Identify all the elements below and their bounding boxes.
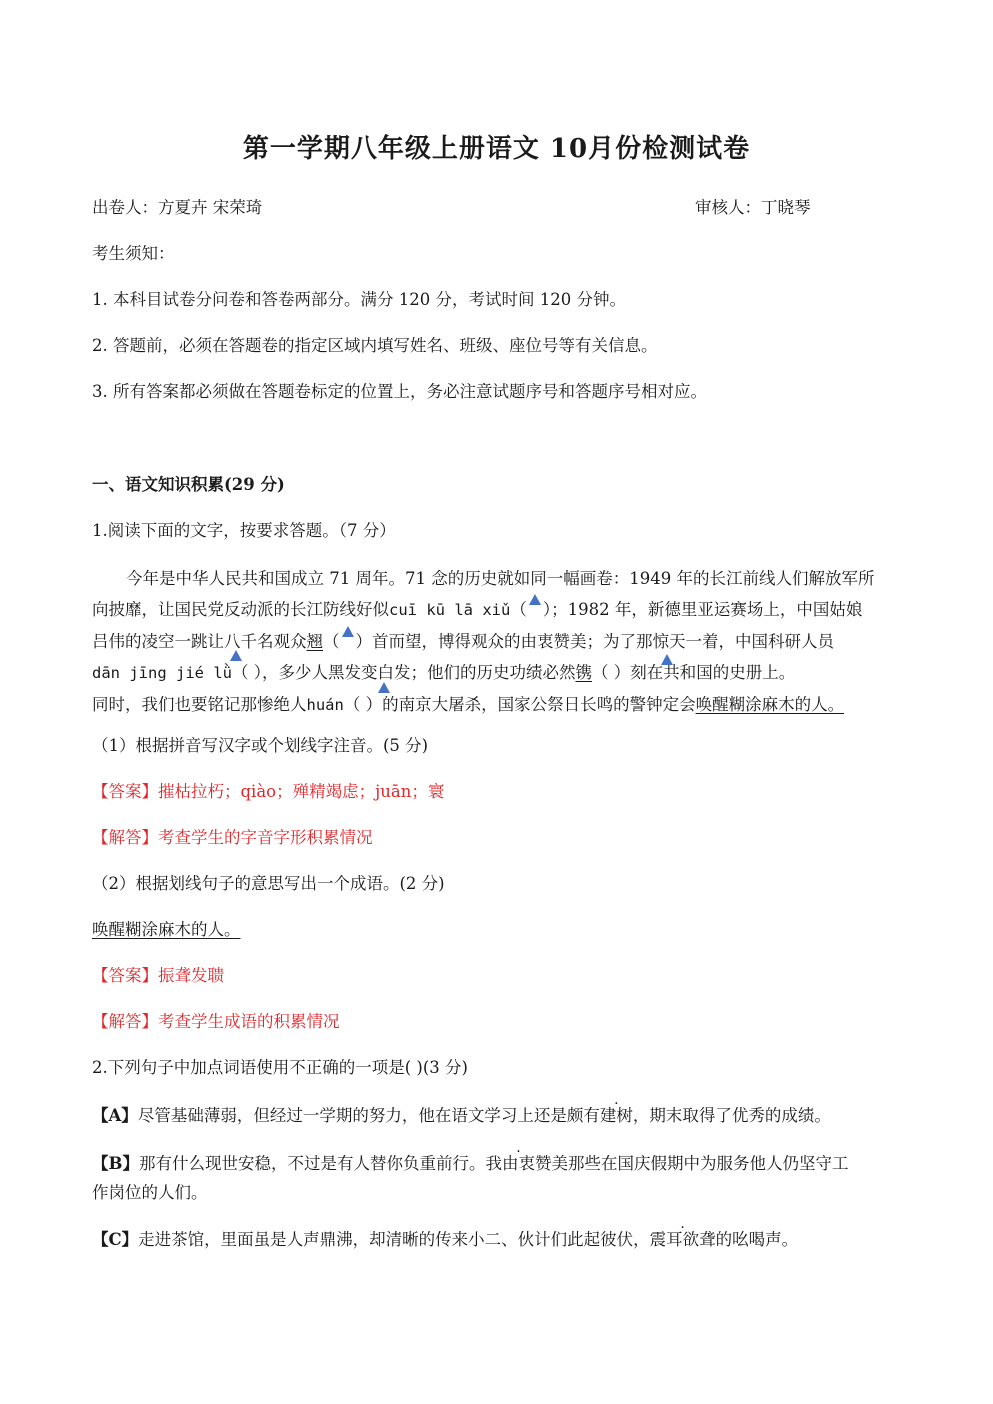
author-line: 出卷人：方夏卉 宋荣琦 — [92, 198, 263, 217]
notice-heading: 考生须知： — [92, 244, 175, 263]
blank-marker-icon — [342, 626, 354, 637]
option-c — [92, 1228, 798, 1252]
answer-text: 【答案】振聋发聩 — [92, 966, 224, 985]
dotted-word: 震耳欲聋 — [649, 1230, 716, 1249]
answer-text: 【答案】摧枯拉朽；qiào；殚精竭虑；juān；寰 — [92, 782, 445, 801]
passage-line — [92, 563, 912, 594]
blank-marker-icon — [230, 650, 242, 661]
sub-question: （2）根据划线句子的意思写出一个成语。(2 分) — [92, 874, 445, 893]
option-text: 那有什么现世安稳，不过是有人替你负重前行。我 — [138, 1154, 502, 1173]
notice-item: 3. 所有答案都必须做在答题卷标定的位置上，务必注意试题序号和答题序号相对应。 — [92, 382, 707, 401]
page-title: 第一学期八年级上册语文 10月份检测试卷 — [242, 134, 751, 164]
sub-question: （1）根据拼音写汉字或个划线字注音。(5 分) — [92, 736, 429, 755]
underlined-sentence: 唤醒糊涂麻木的人。 — [695, 695, 845, 714]
passage-text: 同时，我们也要铭记那惨绝人 — [92, 695, 307, 714]
blank-marker-icon — [529, 594, 541, 605]
passage-line — [92, 594, 912, 626]
underlined-sentence: 唤醒糊涂麻木的人。 — [92, 920, 241, 939]
blank-marker-icon — [661, 654, 673, 665]
underlined-char: 镌 — [575, 663, 592, 682]
passage-text: 吕伟的凌空一跳让八千名观众 — [92, 632, 307, 651]
passage-text: （ ），多少人黑发变白发；他们的历史功绩必然 — [231, 663, 576, 682]
option-text: 尽管基础薄弱，但经过一学期的努力，他在语文学习上还是颇有 — [137, 1106, 600, 1125]
dotted-word: 由衷 — [501, 1154, 535, 1173]
pinyin-text: cuī kū lā xiǔ — [389, 601, 511, 619]
explanation-text: 【解答】考查学生成语的积累情况 — [92, 1012, 340, 1031]
question-prompt: 2.下列句子中加点词语使用不正确的一项是( )(3 分) — [92, 1058, 468, 1077]
passage-text: （ ）刻在共和国的史册上。 — [591, 663, 796, 682]
pinyin-text: huán — [306, 696, 344, 714]
reviewer-line: 审核人：丁晓琴 — [695, 198, 811, 217]
underlined-char: 翘 — [306, 632, 323, 651]
option-label: 【C】 — [92, 1230, 139, 1249]
option-text: 的吆喝声。 — [715, 1230, 799, 1249]
option-b-continued: 作岗位的人们。 — [92, 1183, 208, 1202]
passage-text: ）；1982 年，新德里亚运赛场上，中国姑娘 — [542, 600, 863, 619]
pinyin-text: dān jīng jié lǜ — [92, 664, 232, 682]
blank-marker-icon — [378, 682, 390, 693]
passage-text: 向披靡，让国民党反动派的长江防线好似 — [92, 600, 389, 619]
explanation-text: 【解答】考查学生的字音字形积累情况 — [92, 828, 373, 847]
passage-text: （ — [510, 600, 527, 619]
notice-item: 2. 答题前，必须在答题卷的指定区域内填写姓名、班级、座位号等有关信息。 — [92, 336, 658, 355]
passage-text: 今年是中华人民共和国成立 71 周年。71 念的历史就如同一幅画卷：1949 年的长江前线人们解放军所 — [126, 569, 875, 588]
passage-line — [92, 689, 912, 721]
option-b — [92, 1152, 848, 1176]
option-label: 【B】 — [92, 1154, 139, 1173]
passage-line — [92, 657, 912, 689]
option-text: 走进茶馆，里面虽是人声鼎沸，却清晰的传来小二、伙计们此起彼伏， — [138, 1230, 650, 1249]
notice-item: 1. 本科目试卷分问卷和答卷两部分。满分 120 分，考试时间 120 分钟。 — [92, 290, 626, 309]
question-prompt: 1.阅读下面的文字，按要求答题。（7 分） — [92, 521, 396, 540]
option-text: ，期末取得了优秀的成绩。 — [632, 1106, 831, 1125]
passage-line — [92, 626, 912, 657]
passage-text: （ ）的南京大屠杀，国家公祭日长鸣的警钟定会 — [343, 695, 696, 714]
option-text: 赞美那些在国庆假期中为服务他人仍坚守工 — [534, 1154, 849, 1173]
reading-passage — [92, 563, 912, 721]
option-a — [92, 1104, 831, 1128]
option-label: 【A】 — [92, 1106, 138, 1125]
dotted-word: 建树 — [599, 1106, 633, 1125]
section-heading: 一、语文知识积累(29 分) — [92, 475, 285, 494]
passage-text: ）首而望，博得观众的由衷赞美；为了那惊天一着，中国科研人员 — [355, 632, 834, 651]
passage-text: （ — [323, 632, 340, 651]
